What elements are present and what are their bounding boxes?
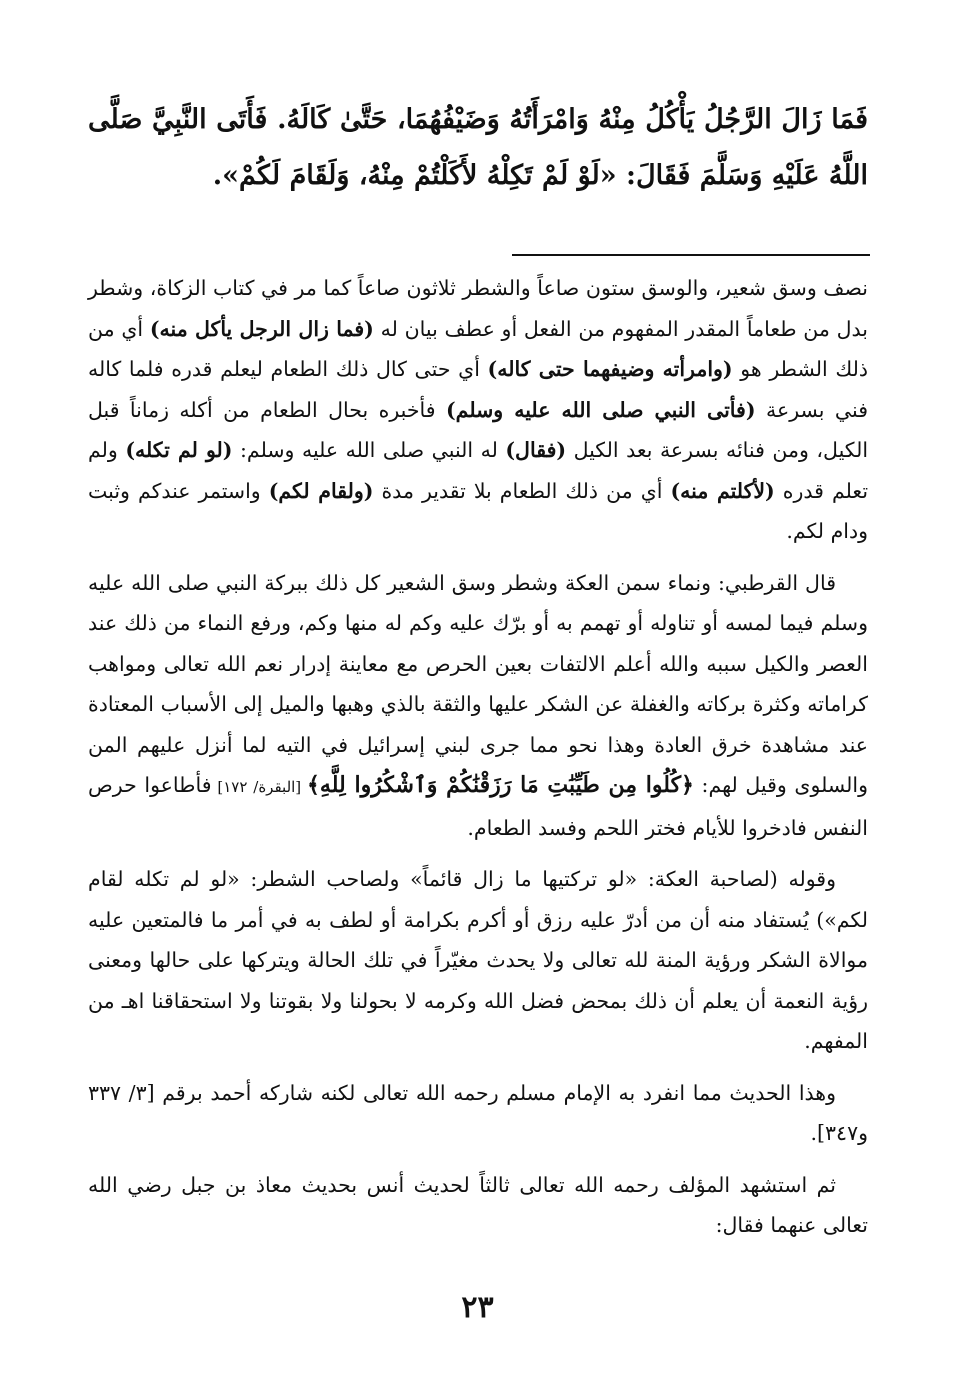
matn-quote: (فقال) (505, 438, 567, 462)
matn-quote: (ولقام لكم) (268, 478, 374, 503)
footnote-separator (512, 254, 870, 256)
verse-reference: [البقرة/ ١٧٢] (211, 778, 308, 796)
matn-quote: (فما زال الرجل يأكل منه) (149, 316, 374, 341)
hadith-line-2: وَسَلَّمَ فَقَالَ: «لَوْ لَمْ تَكِلْهُ لأَكَلْتُمْ مِنْهُ، وَلَقَامَ لَكُمْ». (212, 160, 763, 191)
matn-quote: (لو لم تكله) (125, 438, 233, 462)
hadith-text (88, 92, 868, 204)
commentary-paragraph-3: وقوله (لصاحبة العكة: «لو تركتيها ما زال قائماً» ولصاحب الشطر: «لو لم تكله لقام لكم») يُستفاد منه أن من أدرّ عليه رزق أو أكرم بكرامة أو لطف به في أمر ما فالمتعين عليه موالاة الشكر ورؤية المنة لله تعالى ولا يحدث مغيّراً في تلك الحالة ويتركها على حالها ومعنى رؤية النعمة أن يعلم أن ذلك بمحض فضل الله وكرمه لا بحولنا ولا بقوتنا ولا استحقاقنا اهـ من المفهم. (88, 867, 868, 1053)
commentary-paragraph-5: ثم استشهد المؤلف رحمه الله تعالى ثالثاً لحديث أنس بحديث معاذ بن جبل رضي الله تعالى عنهما فقال: (88, 1172, 868, 1237)
commentary (88, 268, 868, 1257)
matn-quote: (لأكلتم منه) (670, 478, 775, 503)
quran-verse: ﴿كُلُوا مِن طَيِّبَٰتِ مَا رَزَقْنَٰكُمْ وَٱشْكُرُوا لِلَّهِ﴾ (307, 772, 694, 798)
hadith-line-1: فَمَا زَالَ الرَّجُلُ يَأْكُلُ مِنْهُ وَامْرَأَتُهُ وَضَيْفُهُمَا، حَتَّىٰ كَالَهُ. فَأَتَى النَّبِيَّ صَلَّى اللَّهُ عَلَيْهِ (88, 104, 868, 191)
page-number: ٢٣ (461, 1290, 494, 1325)
matn-quote: (وامرأته وضيفهما حتى كاله) (487, 357, 733, 381)
matn-quote: (فأتى النبي صلى الله عليه وسلم) (445, 397, 756, 422)
commentary-paragraph-2: قال القرطبي: ونماء سمن العكة وشطر وسق الشعير كل ذلك ببركة النبي صلى الله عليه وسلم فيما لمسه أو تناوله أو تهمم به أو برّك عليه وكم له منها وكم، ورفع النماء من ذلك عند العصر والكيل سببه والله أعلم الالتفات بعين الحرص مع معاينة إدرار نعم الله تعالى ومواهب كراماته وكثرة بركاته والغفلة عن الشكر عليها والثقة بالذي وهبها والميل إلى الأسباب المعتادة عند مشاهدة خرق العادة وهذا نحو مما جرى لبني إسرائيل في التيه لما أنزل عليهم المن والسلوى وقيل لهم: ﴿كُلُوا مِن طَيِّبَٰتِ مَا رَزَقْنَٰكُمْ وَٱشْكُرُوا لِلَّهِ﴾ [البقرة/ ١٧٢] فأطاعوا حرص النفس فادخروا للأيام فختر اللحم وفسد الطعام. (88, 570, 868, 840)
commentary-paragraph-1: نصف وسق شعير، والوسق ستون صاعاً والشطر ثلاثون صاعاً كما مر في كتاب الزكاة، وشطر بدل من طعاماً المقدر المفهوم من الفعل أو عطف بيان له (فما زال الرجل يأكل منه) أي من ذلك الشطر هو (وامرأته وضيفهما حتى كاله) أي حتى كال ذلك الطعام ليعلم قدره فلما كاله فني بسرعة (فأتى النبي صلى الله عليه وسلم) فأخبره بحال الطعام من أكله زماناً قبل الكيل، ومن فنائه بسرعة بعد الكيل (فقال) له النبي صلى الله عليه وسلم: (لو لم تكله) ولم تعلم قدره (لأكلتم منه) أي من ذلك الطعام بلا تقدير مدة (ولقام لكم) واستمر عندكم وثبت ودام لكم. (88, 276, 869, 543)
commentary-paragraph-4: وهذا الحديث مما انفرد به الإمام مسلم رحمه الله تعالى لكنه شاركه أحمد برقم [٣/ ٣٣٧ و٣٤٧]. (88, 1080, 868, 1145)
